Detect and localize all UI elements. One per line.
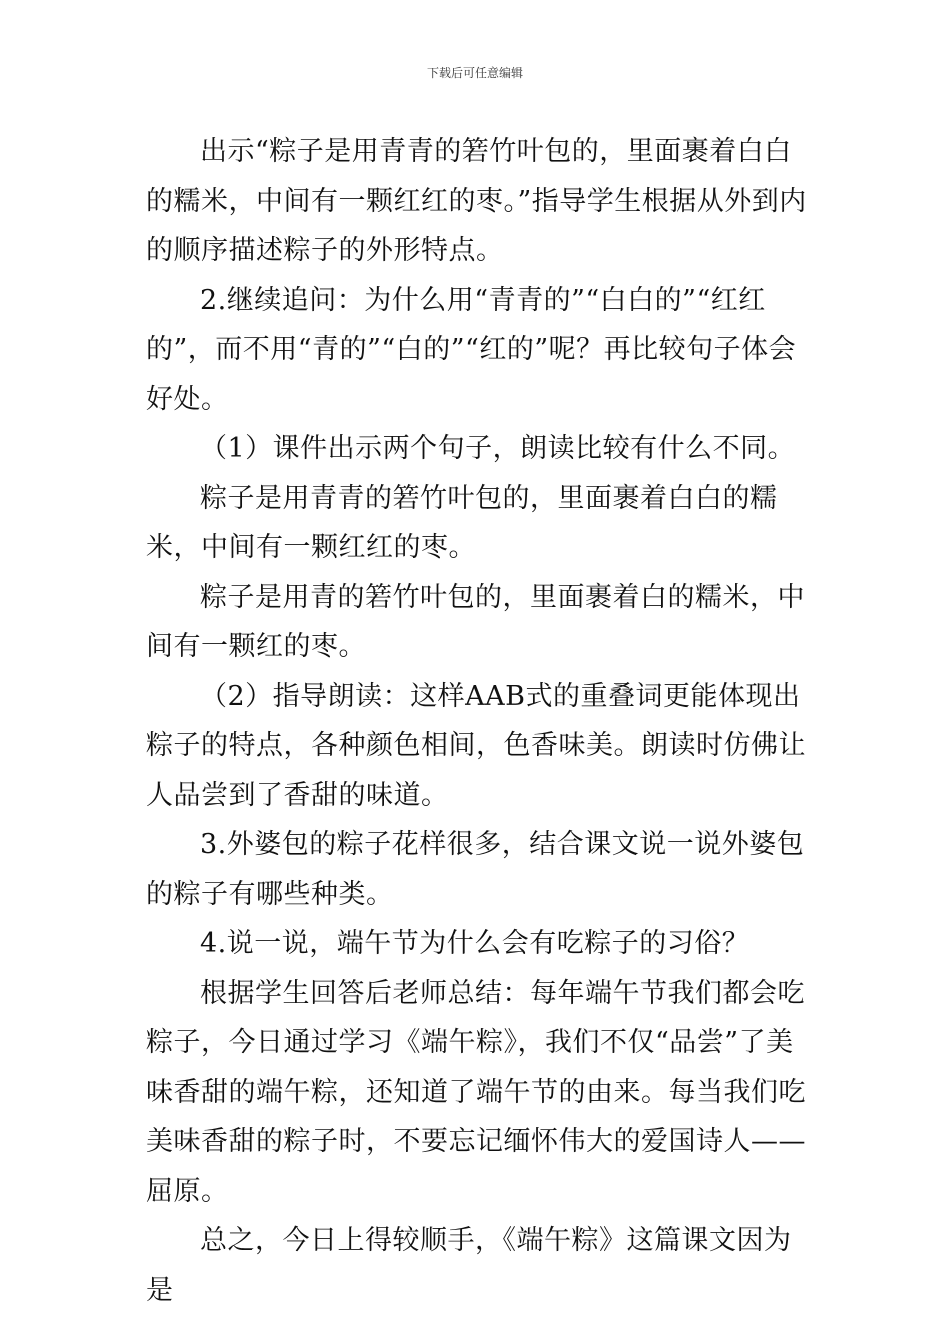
paragraph-teacher-summary: 根据学生回答后老师总结：每年端午节我们都会吃粽子，今日通过学习《端午粽》，我们不仅“品尝”了美味香甜的端午粽，还知道了端午节的由来。每当我们吃美味香甜的粽子时，不要忘记缅怀伟大的爱国诗人——屈原。 — [146, 977, 806, 1207]
paragraph-step-3: 3.外婆包的粽子花样很多，结合课文说一说外婆包的粽子有哪些种类。 — [146, 829, 805, 910]
paragraph-substep-2: （2）指导朗读：这样AAB式的重叠词更能体现出粽子的特点，各种颜色相间，色香味美。朗读时仿佛让人品尝到了香甜的味道。 — [146, 680, 806, 811]
paragraph-conclusion: 总之，今日上得较顺手，《端午粽》这篇课文因为是 — [146, 1225, 792, 1306]
paragraph-show-sentence: 出示“粽子是用青青的箬竹叶包的，里面裹着白白的糯米，中间有一颗红红的枣。”指导学生根据从外到内的顺序描述粽子的外形特点。 — [146, 136, 807, 266]
paragraph-substep-1: （1）课件出示两个句子，朗读比较有什么不同。 — [200, 433, 796, 464]
paragraph-step-4: 4.说一说，端午节为什么会有吃粽子的习俗？ — [200, 928, 750, 959]
document-body — [146, 127, 810, 1315]
page-header: 下载后可任意编辑 — [426, 66, 523, 80]
paragraph-step-2: 2.继续追问：为什么用“青青的”“白白的”“红红的”，而不用“青的”“白的”“红的”呢？再比较句子体会好处。 — [146, 284, 797, 415]
paragraph-example-sentence-b: 粽子是用青的箬竹叶包的，里面裹着白的糯米，中间有一颗红的枣。 — [146, 581, 805, 662]
paragraph-example-sentence-a: 粽子是用青青的箬竹叶包的，里面裹着白白的糯米，中间有一颗红红的枣。 — [146, 482, 778, 563]
